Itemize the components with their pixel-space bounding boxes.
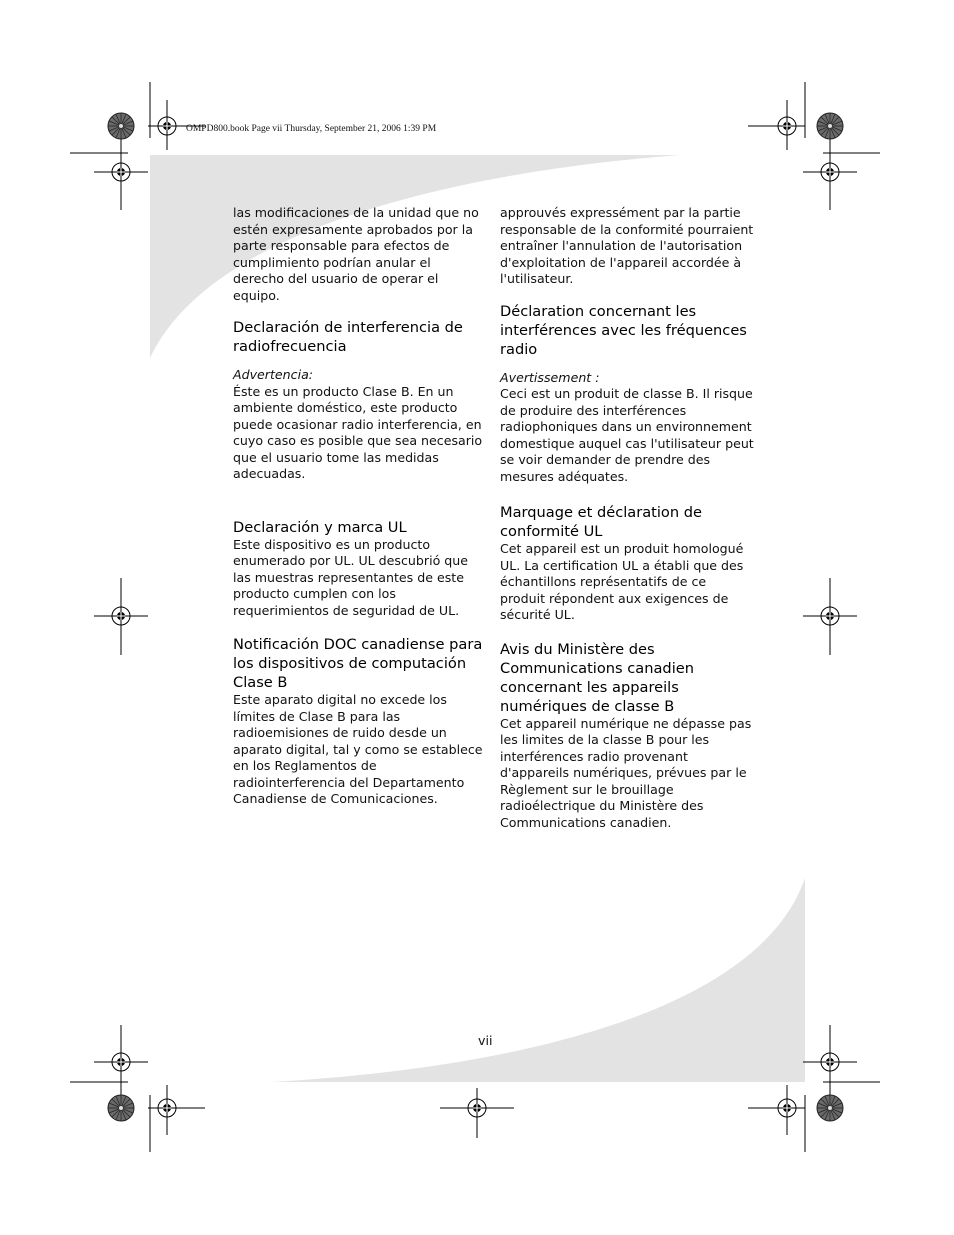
section-heading: Avis du Ministère des Communications canadien concernant les appareils numériques de classe B	[500, 640, 694, 715]
warning-label: Avertissement :	[500, 369, 600, 385]
spanish-column	[233, 205, 485, 808]
section-body: Cet appareil est un produit homologué UL. La certification UL a établi que des échantillons représentatifs de ce produit répondent aux exigences de sécurité UL.	[500, 541, 744, 622]
section-body: Éste es un producto Clase B. En un ambiente doméstico, este producto puede ocasionar radio interferencia, en cuyo caso es posible que sea necesario que el usuario tome las medidas adecuadas.	[233, 383, 483, 481]
section-body: Este dispositivo es un producto enumerado por UL. UL descubrió que las muestras representantes de este producto cumplen con los requerimientos de seguridad de UL.	[233, 536, 468, 618]
page-number: vii	[478, 1033, 493, 1048]
section-heading: Déclaration concernant les interférences avec les fréquences radio	[500, 302, 747, 358]
section-heading: Declaración y marca UL	[233, 518, 407, 536]
section-heading: Declaración de interferencia de radiofrecuencia	[233, 319, 463, 355]
intro-paragraph: approuvés expressément par la partie responsable de la conformité pourraient entraîner l'annulation de l'autorisation d'exploitation de l'appareil accordée à l'utilisateur.	[500, 205, 754, 286]
french-column	[500, 205, 754, 831]
section-body: Ceci est un produit de classe B. Il risque de produire des interférences radiophoniques dans un environnement domestique auquel cas l'utilisateur peut se voir demander de prendre des mesures adéquates.	[500, 386, 754, 484]
section-body: Cet appareil numérique ne dépasse pas les limites de la classe B pour les interférences radio provenant d'appareils numériques, prévues par le Règlement sur le brouillage radioélectrique du Ministère des Communications canadien.	[500, 715, 752, 830]
bottom-swoosh	[272, 878, 805, 1082]
section-body: Este aparato digital no excede los límites de Clase B para las radioemisiones de ruido desde un aparato digital, tal y como se establece en los Reglamentos de radiointerferencia del Departamento Canadiense de Comunicaciones.	[233, 692, 483, 806]
section-heading: Marquage et déclaration de conformité UL	[500, 504, 702, 540]
section-heading: Notificación DOC canadiense para los dispositivos de computación Clase B	[233, 636, 483, 691]
warning-label: Advertencia:	[233, 367, 314, 382]
print-header: OMPD800.book Page vii Thursday, September 21, 2006 1:39 PM	[186, 124, 437, 134]
intro-paragraph: las modificaciones de la unidad que no estén expresamente aprobados por la parte responsable para efectos de cumplimiento podrían anular el derecho del usuario de operar el equipo.	[233, 205, 479, 303]
